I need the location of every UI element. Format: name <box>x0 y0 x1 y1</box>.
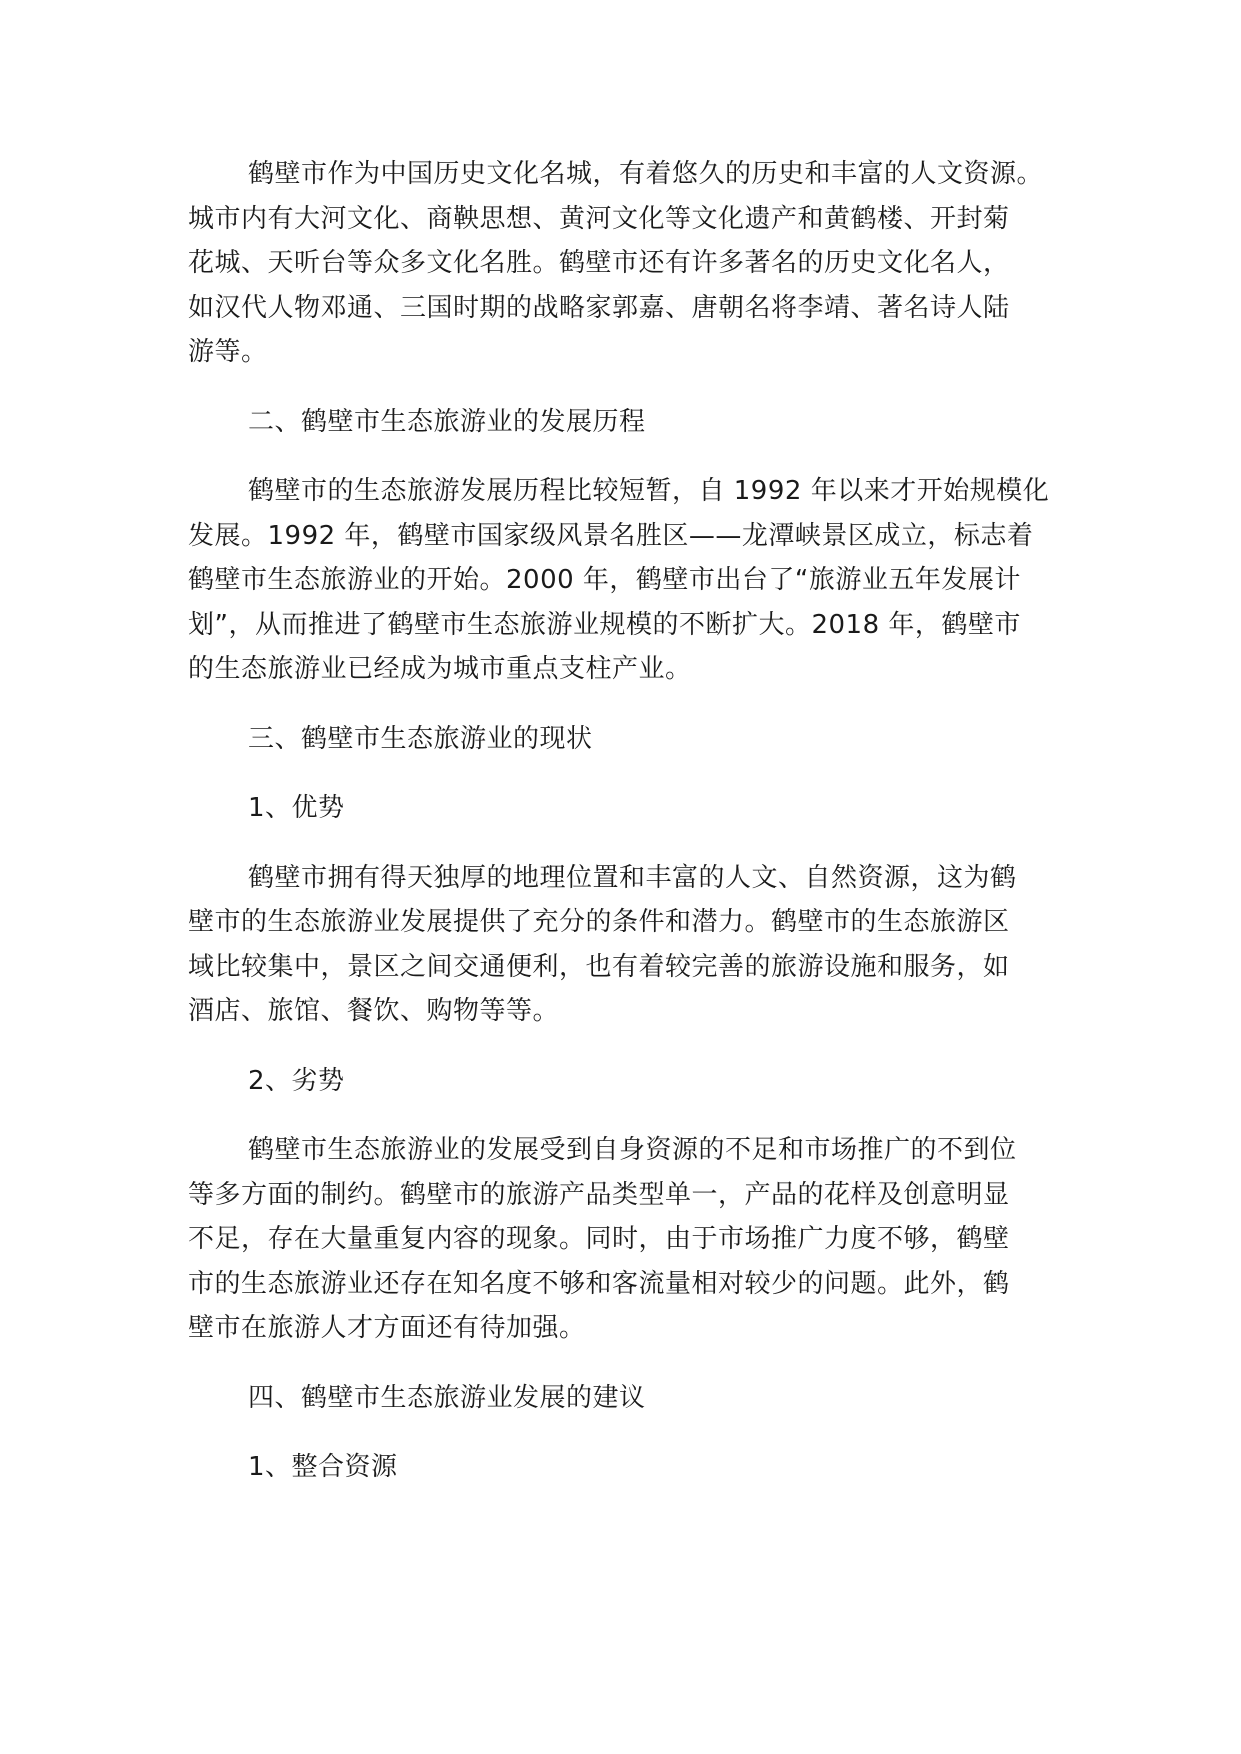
paragraph-line: 游等。 <box>188 337 268 367</box>
paragraph-line: 鹤壁市作为中国历史文化名城，有着悠久的历史和丰富的人文资源。 <box>248 159 1044 189</box>
paragraph-line: 不足，存在大量重复内容的现象。同时，由于市场推广力度不够，鹤壁 <box>188 1224 1010 1254</box>
paragraph-line: 的生态旅游业已经成为城市重点支柱产业。 <box>188 654 692 684</box>
paragraph-line: 城市内有大河文化、商鞅思想、黄河文化等文化遗产和黄鹤楼、开封菊 <box>188 203 1010 234</box>
paragraph-line: 花城、天听台等众多文化名胜。鹤壁市还有许多著名的历史文化名人， <box>188 248 1010 278</box>
body-paragraph <box>188 469 1058 692</box>
paragraph-line: 市的生态旅游业还存在知名度不够和客流量相对较少的问题。此外，鹤 <box>188 1268 1010 1299</box>
paragraph-line: 如汉代人物邓通、三国时期的战略家郭嘉、唐朝名将李靖、著名诗人陆 <box>188 292 1010 323</box>
body-paragraph <box>188 856 1058 1034</box>
section-heading: 1、整合资源 <box>248 1452 398 1482</box>
paragraph-line: 鹤壁市生态旅游业的发展受到自身资源的不足和市场推广的不到位 <box>248 1135 1017 1165</box>
section-heading: 2、劣势 <box>248 1065 345 1096</box>
paragraph-line: 壁市的生态旅游业发展提供了充分的条件和潜力。鹤壁市的生态旅游区 <box>188 907 1010 937</box>
paragraph-line: 壁市在旅游人才方面还有待加强。 <box>188 1313 586 1343</box>
section-heading: 四、鹤壁市生态旅游业发展的建议 <box>248 1382 646 1413</box>
paragraph-line: 鹤壁市拥有得天独厚的地理位置和丰富的人文、自然资源，这为鹤 <box>248 862 1017 893</box>
section-heading: 三、鹤壁市生态旅游业的现状 <box>248 723 593 754</box>
paragraph-line: 发展。1992 年，鹤壁市国家级风景名胜区——龙潭峡景区成立，标志着 <box>188 520 1034 551</box>
paragraph-line: 鹤壁市生态旅游业的开始。2000 年，鹤壁市出台了“旅游业五年发展计 <box>188 565 1021 595</box>
section-heading: 二、鹤壁市生态旅游业的发展历程 <box>248 406 646 437</box>
section-heading: 1、优势 <box>248 793 345 823</box>
body-paragraph <box>188 152 1058 375</box>
document-body <box>188 152 1058 1515</box>
body-paragraph <box>188 1128 1058 1351</box>
paragraph-line: 酒店、旅馆、餐饮、购物等等。 <box>188 996 560 1026</box>
paragraph-line: 域比较集中，景区之间交通便利，也有着较完善的旅游设施和服务，如 <box>188 951 1010 982</box>
paragraph-line: 等多方面的制约。鹤壁市的旅游产品类型单一，产品的花样及创意明显 <box>188 1179 1010 1210</box>
paragraph-line: 划”，从而推进了鹤壁市生态旅游业规模的不断扩大。2018 年，鹤壁市 <box>188 609 1021 640</box>
paragraph-line: 鹤壁市的生态旅游发展历程比较短暂，自 1992 年以来才开始规模化 <box>248 476 1050 506</box>
